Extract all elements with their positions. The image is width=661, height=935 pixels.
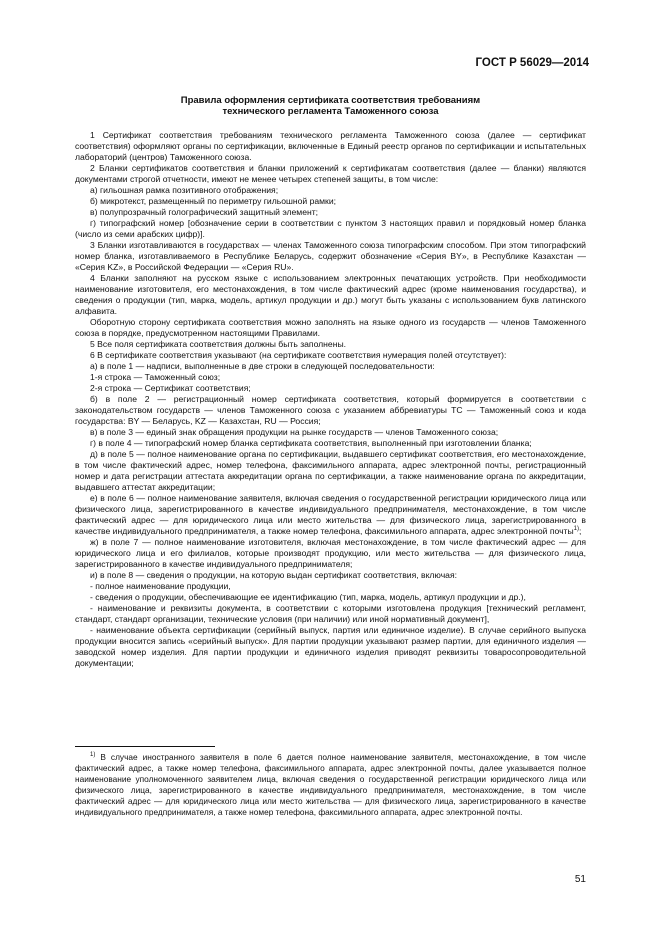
paragraph: 4 Бланки заполняют на русском языке с использованием электронных печатающих устройств. При необходимости наименование изготовителя, его местонахождения, в том числе фактический адрес (кроме наименования государства), и сведения о продукции (тип, марка, модель, артикул продукции и др.) могут быть указаны с использованием букв латинского алфавита. — [75, 273, 586, 316]
title-line-2: технического регламента Таможенного союза — [222, 106, 439, 117]
title-line-1: Правила оформления сертификата соответствия требованиям — [180, 95, 481, 106]
paragraph: 3 Бланки изготавливаются в государствах — членах Таможенного союза типографским способом. При этом типографский номер бланка, изготавливаемого в Республике Беларусь, содержит обозначение «Серия BY», в Республике Казахстан — «Серия KZ», в Российской Федерации — «Серия RU». — [75, 240, 586, 272]
list-item: б) в поле 2 — регистрационный номер сертификата соответствия, который формируется в соответствии с законодательством государств — членов Таможенного союза с указанием аббревиатуры ТС — Таможенный союз и кода государства: BY — Беларусь, KZ — Казахстан, RU — Россия; — [75, 394, 586, 426]
list-item: 2-я строка — Сертификат соответствия; — [90, 383, 251, 393]
standard-header: ГОСТ Р 56029—2014 — [475, 57, 589, 69]
list-item: г) в поле 4 — типографский номер бланка сертификата соответствия, выполненный при изготовлении бланка; — [90, 438, 532, 448]
paragraph: 5 Все поля сертификата соответствия должны быть заполнены. — [90, 339, 347, 349]
footnote-reference: 1) — [573, 526, 580, 533]
list-item: - полное наименование продукции, — [90, 581, 231, 591]
list-item: и) в поле 8 — сведения о продукции, на которую выдан сертификат соответствия, включая: — [90, 570, 457, 580]
list-item: в) в поле 3 — единый знак обращения продукции на рынке государств — членов Таможенного союза; — [90, 427, 499, 437]
footnote-text: В случае иностранного заявителя в поле 6 дается полное наименование заявителя, местонахождение, в том числе фактический адрес, а также номер телефона, факсимильного аппарата, адрес электронной почты, далее указывается полное наименование уполномоченного заявителем лица, включая сведения о государственной регистрации юридического лица или физического лица, зарегистрированного в качестве индивидуального предпринимателя, местонахождение, в том числе фактический адрес — для юридического лица или место жительства — для физического лица, зарегистрированного в качестве индивидуального предпринимателя, а также номер телефона, факсимильного аппарата, адрес электронной почты. — [75, 752, 586, 817]
list-item-tail: ; — [579, 526, 582, 536]
list-item-text: е) в поле 6 — полное наименование заявителя, включая сведения о государственной регистрации юридического лица или физического лица, зарегистрированного в качестве индивидуального предпринимателя, местонахождение, в том числе фактический адрес — для юридического лица или место жительства — для физического лица, зарегистрированного в качестве индивидуального предпринимателя, а также номер телефона, факсимильного аппарата, адрес электронной почты — [75, 493, 586, 536]
list-item — [75, 493, 586, 537]
footnote-divider — [75, 746, 215, 747]
body-text — [75, 130, 586, 669]
list-item: в) полупрозрачный голографический защитный элемент; — [90, 207, 319, 217]
paragraph: 2 Бланки сертификатов соответствия и бланки приложений к сертификатам соответствия (далее — бланки) являются документами строгой отчетности, имеют не менее четырех степеней защиты, в том числе: — [75, 163, 586, 184]
list-item: а) гильошная рамка позитивного отображения; — [90, 185, 279, 195]
paragraph: 6 В сертификате соответствия указывают (на сертификате соответствия нумерация полей отсутствует): — [90, 350, 507, 360]
section-title — [75, 95, 586, 117]
paragraph: Оборотную сторону сертификата соответствия можно заполнять на языке одного из государств — членов Таможенного союза в порядке, предусмотренном настоящими Правилами. — [75, 317, 586, 338]
list-item: б) микротекст, размещенный по периметру гильошной рамки; — [90, 196, 337, 206]
list-item: а) в поле 1 — надписи, выполненные в две строки в следующей последовательности: — [90, 361, 435, 371]
list-item: - наименование объекта сертификации (серийный выпуск, партия или единичное изделие). В случае серийного выпуска продукции вносится запись «серийный выпуск». Для партии продукции указывают размер партии, для единичного изделия — заводской номер изделия. Для партии продукции и единичного изделия приводят реквизиты товаросопроводительной документации; — [75, 625, 586, 668]
footnote — [75, 752, 586, 818]
list-item: - сведения о продукции, обеспечивающие ее идентификацию (тип, марка, модель, артикул продукции и др.), — [90, 592, 526, 602]
page-number: 51 — [574, 874, 586, 885]
list-item: г) типографский номер [обозначение серии в соответствии с пунктом 3 настоящих правил и порядковый номер бланка (число из семи арабских цифр)]. — [75, 218, 586, 239]
list-item: ж) в поле 7 — полное наименование изготовителя, включая местонахождение, в том числе фактический адрес — для юридического лица и его филиалов, которые производят продукцию, или место жительства — для физического лица, зарегистрированного в качестве индивидуального предпринимателя; — [75, 537, 586, 569]
list-item: 1-я строка — Таможенный союз; — [90, 372, 221, 382]
list-item: - наименование и реквизиты документа, в соответствии с которыми изготовлена продукция [технический регламент, стандарт, стандарт организации, технические условия (при наличии) или иной нормативный документ], — [75, 603, 586, 624]
footnote-marker: 1) — [90, 752, 96, 759]
list-item: д) в поле 5 — полное наименование органа по сертификации, выдавшего сертификат соответствия, его местонахождение, в том числе фактический адрес, номер телефона, факсимильного аппарата, адрес электронной почты, регистрационный номер и дата регистрации аттестата аккредитации органа по сертификации, а также наименование органа по аккредитации, выдавшего аттестат аккредитации; — [75, 449, 586, 492]
paragraph: 1 Сертификат соответствия требованиям технического регламента Таможенного союза (далее — сертификат соответствия) оформляют органы по сертификации, включенные в Единый реестр органов по сертификации и испытательных лабораторий (центров) Таможенного союза. — [75, 130, 586, 162]
